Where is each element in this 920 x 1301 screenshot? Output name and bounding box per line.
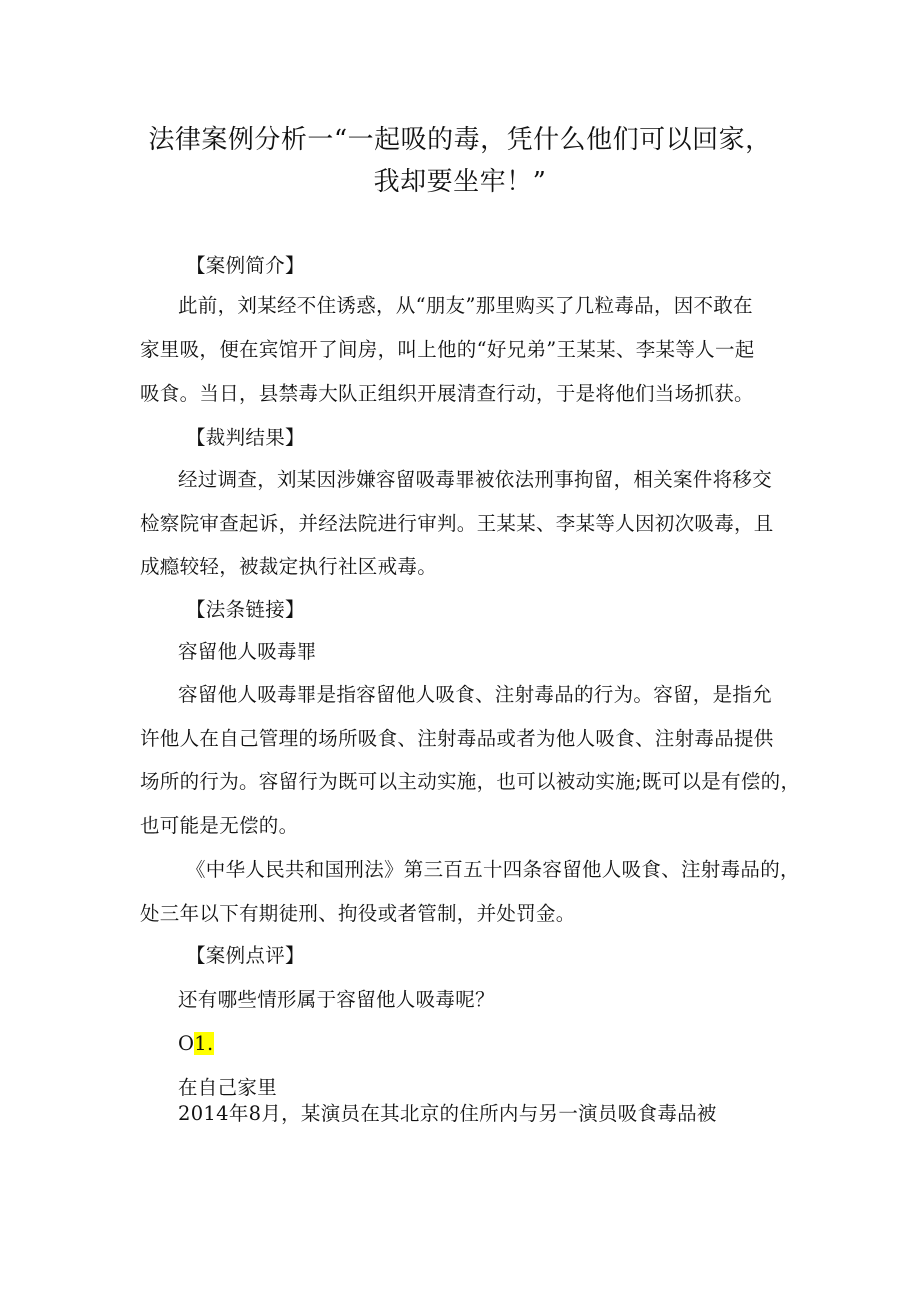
statute-line-2: 处三年以下有期徒刑、拘役或者管制，并处罚金。 [140, 902, 576, 925]
list-item-number [178, 1030, 214, 1058]
title-line-1: 法律案例分析一“一起吸的毒，凭什么他们可以回家， [148, 125, 772, 155]
item-prefix: O [178, 1032, 195, 1055]
review-heading: 【案例点评】 [186, 944, 305, 967]
item-text: 2014年8月，某演员在其北京的住所内与另一演员吸食毒品被 [178, 1102, 717, 1125]
intro-line-3: 吸食。当日，县禁毒大队正组织开展清查行动，于是将他们当场抓获。 [140, 382, 754, 405]
law-line-4: 也可能是无偿的。 [140, 814, 299, 837]
verdict-line-3: 成瘾较轻，被裁定执行社区戒毒。 [140, 555, 438, 578]
law-subtitle: 容留他人吸毒罪 [178, 640, 317, 663]
verdict-heading: 【裁判结果】 [186, 426, 305, 449]
law-heading: 【法条链接】 [186, 598, 305, 621]
statute-line-1: 《中华人民共和国刑法》第三百五十四条容留他人吸食、注射毒品的， [186, 858, 800, 881]
intro-heading: 【案例简介】 [186, 254, 305, 277]
verdict-line-2: 检察院审查起诉，并经法院进行审判。王某某、李某等人因初次吸毒，且 [140, 512, 774, 535]
law-line-3: 场所的行为。容留行为既可以主动实施，也可以被动实施;既可以是有偿的， [140, 770, 801, 793]
title-line-2: 我却要坐牢！” [373, 167, 547, 197]
item-title: 在自己家里 [178, 1076, 278, 1099]
law-line-1: 容留他人吸毒罪是指容留他人吸食、注射毒品的行为。容留，是指允 [178, 683, 773, 706]
review-question: 还有哪些情形属于容留他人吸毒呢？ [178, 988, 495, 1011]
highlighted-number: 1. [194, 1032, 214, 1055]
intro-line-1: 此前，刘某经不住诱惑，从“朋友”那里购买了几粒毒品，因不敢在 [178, 294, 753, 317]
intro-line-2: 家里吸，便在宾馆开了间房，叫上他的“好兄弟”王某某、李某等人一起 [140, 338, 755, 361]
law-line-2: 许他人在自己管理的场所吸食、注射毒品或者为他人吸食、注射毒品提供 [140, 727, 774, 750]
verdict-line-1: 经过调查，刘某因涉嫌容留吸毒罪被依法刑事拘留，相关案件将移交 [178, 468, 773, 491]
